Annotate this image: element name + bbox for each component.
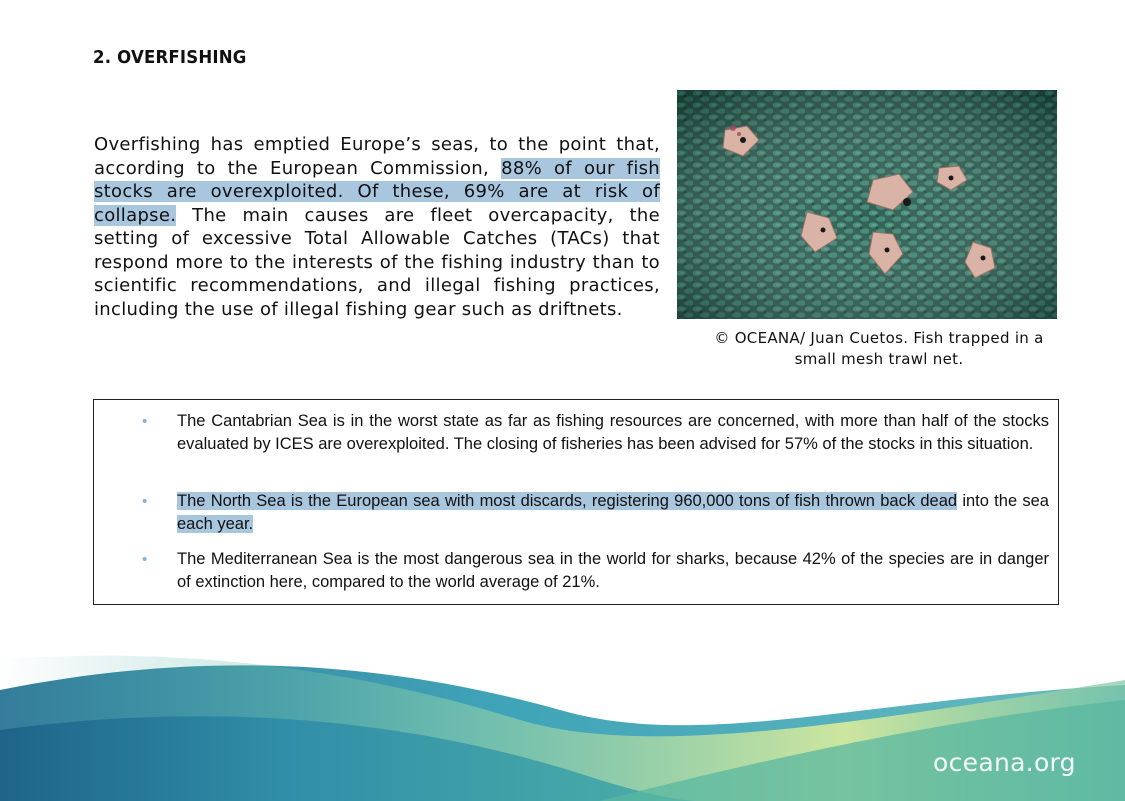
- fact-cantabrian: [142, 410, 1049, 455]
- intro-text-end: The main causes are fleet overcapacity, the setting of excessive Total Allowable Catches (TACs) that respond more to the interests of the fishing industry than to scientific recommendations, and illegal fishing practices, including the use of illegal fishing gear such as driftnets.: [94, 204, 660, 320]
- intro-paragraph: [94, 133, 660, 321]
- intro-highlight: 88% of our fish stocks are overexploited. Of these, 69% are at risk of collapse.: [94, 157, 661, 226]
- photo-caption: [700, 328, 1058, 370]
- section-heading: 2. OVERFISHING: [93, 47, 247, 68]
- fact-north-sea: [142, 490, 1049, 535]
- bullet-icon: •: [142, 413, 148, 430]
- caption-line-1: © OCEANA/ Juan Cuetos. Fish trapped in a: [714, 329, 1044, 347]
- fact-highlight-end: each year.: [177, 514, 254, 533]
- site-url: oceana.org: [933, 748, 1076, 777]
- bullet-icon: •: [142, 551, 148, 568]
- fact-text: The Cantabrian Sea is in the worst state as far as fishing resources are concerned, with more than half of the stocks evaluated by ICES are overexploited. The closing of fisheries has been advised for 57% of the stocks in this situation.: [177, 412, 1049, 453]
- fact-mediterranean: [142, 548, 1049, 593]
- fish-net-photo: [677, 90, 1057, 319]
- bullet-icon: •: [142, 493, 148, 510]
- intro-text-start: Overfishing has emptied Europe’s seas, to the point that, according to the European Commission,: [94, 134, 660, 179]
- caption-line-2: small mesh trawl net.: [794, 350, 964, 368]
- fact-highlight: The North Sea is the European sea with most discards, registering 960,000 tons of fish thrown back dead: [177, 492, 958, 510]
- fact-text: into the sea: [957, 492, 1049, 510]
- fact-text: The Mediterranean Sea is the most dangerous sea in the world for sharks, because 42% of the species are in danger of extinction here, compared to the world average of 21%.: [177, 550, 1049, 591]
- facts-box: [93, 399, 1059, 605]
